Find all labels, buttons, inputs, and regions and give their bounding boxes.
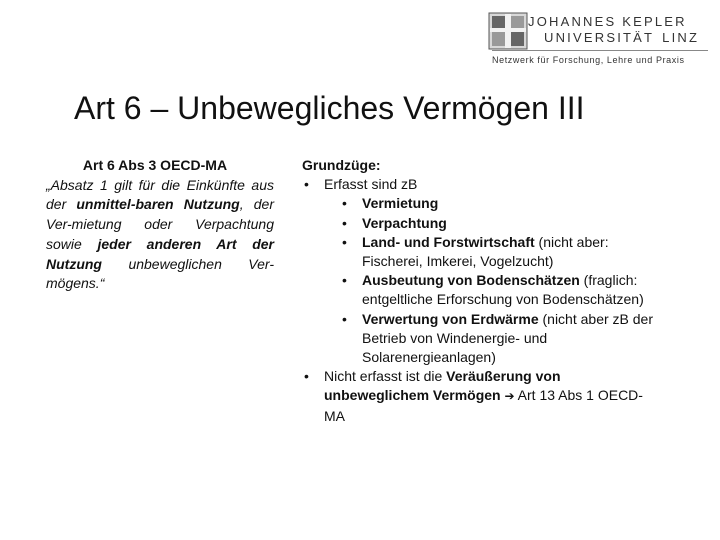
list-item — [324, 271, 660, 309]
list-item-text: Erfasst sind zB — [324, 176, 418, 193]
logo-text-linz: LINZ — [662, 30, 700, 45]
list-item-bold: Ausbeutung von Bodenschätzen — [362, 272, 580, 289]
sub-bullet-list — [324, 194, 660, 367]
bullet-icon: • — [342, 195, 347, 212]
article-quote — [46, 176, 274, 294]
logo-divider — [492, 50, 708, 51]
list-item — [300, 367, 660, 426]
list-item — [324, 194, 660, 213]
bullet-icon: • — [304, 368, 309, 385]
list-item-text: (nicht aber zB der Betrieb von Windenergie- und Solarenergieanlagen) — [362, 310, 653, 366]
list-item — [300, 175, 660, 367]
quote-emphasis: jeder anderen Art der Nutzung — [46, 235, 274, 272]
list-item-bold: Vermietung — [362, 195, 439, 212]
quote-part: unbeweglichen Ver-mögens.“ — [46, 255, 274, 292]
list-item-text: Art 13 Abs 1 OECD-MA — [324, 387, 643, 424]
quote-part: „Absatz 1 gilt für die Einkünfte aus der — [46, 176, 274, 213]
list-item-bold: Verwertung von Erdwärme — [362, 310, 539, 327]
list-item-text: (nicht aber: Fischerei, Imkerei, Vogelzucht) — [362, 233, 609, 270]
university-crest-icon — [488, 12, 528, 50]
slide-title: Art 6 – Unbewegliches Vermögen III — [74, 90, 585, 126]
right-heading: Grundzüge: — [302, 157, 381, 173]
bullet-icon: • — [342, 233, 347, 250]
logo-tagline: Netzwerk für Forschung, Lehre und Praxis — [492, 55, 685, 65]
bullet-icon: • — [342, 272, 347, 289]
list-item-bold: Verpachtung — [362, 214, 447, 231]
bullet-icon: • — [304, 176, 309, 193]
logo-text-line2 — [544, 30, 699, 45]
left-column — [46, 156, 274, 294]
list-item — [324, 233, 660, 271]
list-item-bold: Veräußerung von unbeweglichem Vermögen — [324, 368, 561, 404]
list-item-text: (fraglich: entgeltliche Erforschung von Bodenschätzen) — [362, 272, 644, 308]
list-item — [324, 310, 660, 368]
logo-text-universitaet: UNIVERSITÄT — [544, 30, 655, 45]
bullet-icon: • — [342, 310, 347, 327]
main-bullet-list — [300, 175, 660, 426]
left-heading: Art 6 Abs 3 OECD-MA — [82, 157, 228, 173]
list-item — [324, 214, 660, 233]
bullet-icon: • — [342, 214, 347, 231]
quote-emphasis: unmittel-baren Nutzung — [76, 196, 240, 213]
arrow-right-icon: ➔ — [504, 389, 515, 404]
right-column — [300, 156, 660, 426]
quote-part: , der Ver-mietung oder Verpachtung sowie — [46, 196, 274, 252]
logo-text-line1: JOHANNES KEPLER — [528, 14, 687, 29]
list-item-text: Nicht erfasst ist die — [324, 368, 447, 385]
list-item-bold: Land- und Forstwirtschaft — [362, 233, 535, 250]
